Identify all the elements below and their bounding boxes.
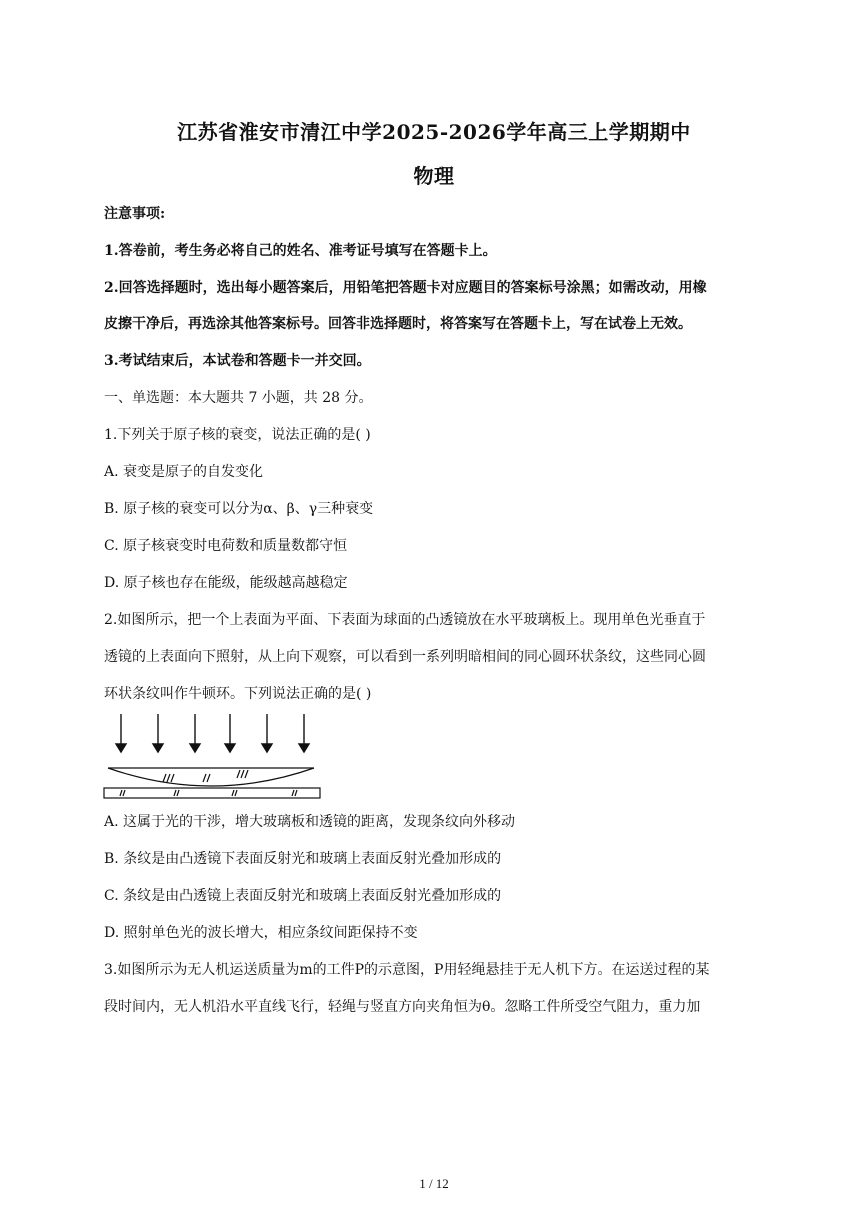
notice-item-3: 3.考试结束后，本试卷和答题卡一并交回。: [104, 353, 371, 369]
newton-rings-figure: [100, 712, 330, 806]
light-arrows: [116, 714, 309, 752]
exam-title: 江苏省淮安市清江中学2025-2026学年高三上学期期中: [177, 120, 691, 144]
section-heading: 一、单选题：本大题共 7 小题，共 28 分。: [104, 390, 373, 406]
q2-stem-line2: 透镜的上表面向下照射，从上向下观察，可以看到一系列明暗相间的同心圆环状条纹，这些同心圆: [104, 649, 706, 665]
q2-option-a: A. 这属于光的干涉，增大玻璃板和透镜的距离，发现条纹向外移动: [104, 814, 516, 830]
page-number: 1 / 12: [419, 1176, 449, 1191]
notice-item-2a: 2.回答选择题时，选出每小题答案后，用铅笔把答题卡对应题目的答案标号涂黑；如需改动，用橡: [104, 280, 707, 296]
q1-option-b: B. 原子核的衰变可以分为α、β、γ三种衰变: [104, 501, 374, 517]
convex-lens: [108, 768, 314, 786]
glass-plate: [104, 788, 320, 798]
q2-stem-line3: 环状条纹叫作牛顿环。下列说法正确的是( ): [104, 686, 372, 702]
q3-stem-line1: 3.如图所示为无人机运送质量为m的工件P的示意图，P用轻绳悬挂于无人机下方。在运送过程的某: [104, 962, 710, 978]
q2-option-c: C. 条纹是由凸透镜上表面反射光和玻璃上表面反射光叠加形成的: [104, 888, 502, 904]
q1-option-c: C. 原子核衰变时电荷数和质量数都守恒: [104, 538, 348, 554]
q1-option-d: D. 原子核也存在能级，能级越高越稳定: [104, 575, 348, 591]
q1-option-a: A. 衰变是原子的自发变化: [104, 464, 264, 480]
q3-stem-line2: 段时间内，无人机沿水平直线飞行，轻绳与竖直方向夹角恒为θ。忽略工件所受空气阻力，重力加: [104, 999, 701, 1015]
subject-title: 物理: [413, 164, 455, 188]
q2-option-d: D. 照射单色光的波长增大，相应条纹间距保持不变: [104, 925, 418, 941]
q1-stem: 1.下列关于原子核的衰变，说法正确的是( ): [104, 427, 371, 443]
q2-stem-line1: 2.如图所示，把一个上表面为平面、下表面为球面的凸透镜放在水平玻璃板上。现用单色光垂直于: [104, 612, 706, 628]
notice-heading: 注意事项:: [104, 206, 166, 222]
q2-option-b: B. 条纹是由凸透镜下表面反射光和玻璃上表面反射光叠加形成的: [104, 851, 502, 867]
notice-item-1: 1.答卷前，考生务必将自己的姓名、准考证号填写在答题卡上。: [104, 243, 497, 259]
notice-item-2b: 皮擦干净后，再选涂其他答案标号。回答非选择题时，将答案写在答题卡上，写在试卷上无效。: [104, 316, 692, 332]
